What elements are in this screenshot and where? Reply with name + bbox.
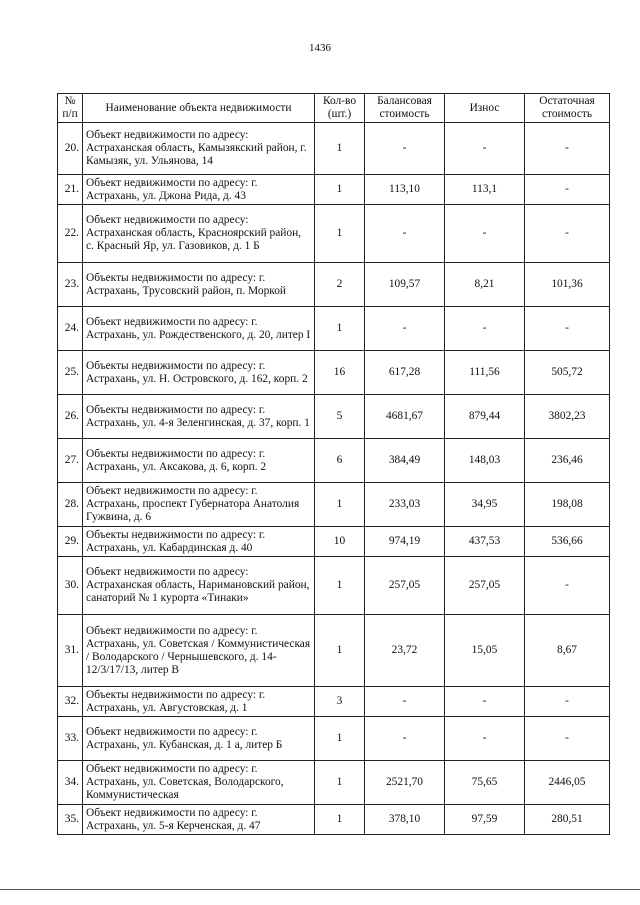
table-row (58, 263, 610, 307)
row-balance-value: 23,72 (365, 615, 445, 687)
row-quantity: 1 (315, 805, 365, 835)
row-name: Объект недвижимости по адресу: г. Астрахань, ул. 5-я Керченская, д. 47 (83, 805, 315, 835)
row-wear-value: - (445, 717, 525, 761)
row-quantity: 1 (315, 175, 365, 205)
row-quantity: 1 (315, 307, 365, 351)
table-row (58, 615, 610, 687)
row-wear-value: 15,05 (445, 615, 525, 687)
row-number: 29. (58, 527, 83, 557)
row-name: Объект недвижимости по адресу: г. Астрахань, ул. Советская / Коммунистическая / Володарского / Чернышевского, д. 14-12/3/17/13, литер В (83, 615, 315, 687)
row-residual-value: - (525, 557, 610, 615)
row-wear-value: 111,56 (445, 351, 525, 395)
table-header-row (58, 94, 610, 123)
row-wear-value: - (445, 123, 525, 175)
row-quantity: 1 (315, 483, 365, 527)
table-row (58, 205, 610, 263)
table-row (58, 717, 610, 761)
row-residual-value: 3802,23 (525, 395, 610, 439)
row-number: 25. (58, 351, 83, 395)
row-name: Объект недвижимости по адресу: г. Астрахань, ул. Кубанская, д. 1 а, литер Б (83, 717, 315, 761)
row-balance-value: - (365, 123, 445, 175)
row-wear-value: 148,03 (445, 439, 525, 483)
row-residual-value: - (525, 717, 610, 761)
row-number: 30. (58, 557, 83, 615)
table-row (58, 483, 610, 527)
table-row (58, 175, 610, 205)
row-name: Объект недвижимости по адресу: Астраханская область, Наримановский район, санаторий № 1 курорта «Тинаки» (83, 557, 315, 615)
header-num: № п/п (58, 94, 83, 123)
row-residual-value: 536,66 (525, 527, 610, 557)
row-wear-value: 97,59 (445, 805, 525, 835)
row-number: 33. (58, 717, 83, 761)
row-balance-value: 257,05 (365, 557, 445, 615)
row-name: Объект недвижимости по адресу: г. Астрахань, ул. Джона Рида, д. 43 (83, 175, 315, 205)
row-number: 22. (58, 205, 83, 263)
table-row (58, 557, 610, 615)
row-name: Объект недвижимости по адресу: г. Астрахань, ул. Советская, Володарского, Коммунистическая (83, 761, 315, 805)
row-residual-value: - (525, 205, 610, 263)
table-row (58, 351, 610, 395)
row-balance-value: - (365, 717, 445, 761)
row-number: 27. (58, 439, 83, 483)
row-wear-value: 75,65 (445, 761, 525, 805)
row-name: Объект недвижимости по адресу: Астраханская область, Красноярский район, с. Красный Яр, ул. Газовиков, д. 1 Б (83, 205, 315, 263)
row-name: Объект недвижимости по адресу: Астраханская область, Камызякский район, г. Камызяк, ул. Ульянова, 14 (83, 123, 315, 175)
row-quantity: 2 (315, 263, 365, 307)
row-name: Объекты недвижимости по адресу: г. Астрахань, ул. Августовская, д. 1 (83, 687, 315, 717)
row-quantity: 1 (315, 615, 365, 687)
row-balance-value: - (365, 687, 445, 717)
row-name: Объекты недвижимости по адресу: г. Астрахань, ул. 4-я Зеленгинская, д. 37, корп. 1 (83, 395, 315, 439)
row-balance-value: 113,10 (365, 175, 445, 205)
row-balance-value: - (365, 205, 445, 263)
row-quantity: 5 (315, 395, 365, 439)
header-residual: Остаточная стоимость (525, 94, 610, 123)
row-number: 32. (58, 687, 83, 717)
row-balance-value: 233,03 (365, 483, 445, 527)
page-number: 1436 (309, 42, 331, 54)
row-number: 24. (58, 307, 83, 351)
row-balance-value: 2521,70 (365, 761, 445, 805)
row-residual-value: 101,36 (525, 263, 610, 307)
row-wear-value: - (445, 205, 525, 263)
row-quantity: 1 (315, 123, 365, 175)
row-quantity: 1 (315, 557, 365, 615)
row-residual-value: 2446,05 (525, 761, 610, 805)
row-wear-value: 113,1 (445, 175, 525, 205)
row-wear-value: 34,95 (445, 483, 525, 527)
row-number: 31. (58, 615, 83, 687)
row-name: Объекты недвижимости по адресу: г. Астрахань, Трусовский район, п. Моркой (83, 263, 315, 307)
row-balance-value: 4681,67 (365, 395, 445, 439)
header-wear: Износ (445, 94, 525, 123)
row-name: Объект недвижимости по адресу: г. Астрахань, проспект Губернатора Анатолия Гужвина, д. 6 (83, 483, 315, 527)
row-quantity: 3 (315, 687, 365, 717)
row-balance-value: 378,10 (365, 805, 445, 835)
table-row (58, 761, 610, 805)
table-row (58, 687, 610, 717)
row-quantity: 10 (315, 527, 365, 557)
row-residual-value: - (525, 307, 610, 351)
row-quantity: 6 (315, 439, 365, 483)
row-quantity: 1 (315, 717, 365, 761)
row-residual-value: 236,46 (525, 439, 610, 483)
row-wear-value: 879,44 (445, 395, 525, 439)
row-quantity: 1 (315, 205, 365, 263)
row-residual-value: - (525, 175, 610, 205)
row-number: 26. (58, 395, 83, 439)
row-quantity: 16 (315, 351, 365, 395)
row-balance-value: 109,57 (365, 263, 445, 307)
table-row (58, 805, 610, 835)
row-balance-value: 617,28 (365, 351, 445, 395)
row-quantity: 1 (315, 761, 365, 805)
header-qty: Кол-во (шт.) (315, 94, 365, 123)
row-residual-value: 198,08 (525, 483, 610, 527)
row-name: Объект недвижимости по адресу: г. Астрахань, ул. Рождественского, д. 20, литер I (83, 307, 315, 351)
row-wear-value: 257,05 (445, 557, 525, 615)
table-row (58, 439, 610, 483)
bottom-rule (0, 889, 640, 890)
row-balance-value: - (365, 307, 445, 351)
row-residual-value: - (525, 123, 610, 175)
row-number: 28. (58, 483, 83, 527)
row-residual-value: 8,67 (525, 615, 610, 687)
row-number: 21. (58, 175, 83, 205)
row-name: Объекты недвижимости по адресу: г. Астрахань, ул. Н. Островского, д. 162, корп. 2 (83, 351, 315, 395)
row-residual-value: - (525, 687, 610, 717)
row-number: 23. (58, 263, 83, 307)
table-row (58, 123, 610, 175)
row-name: Объекты недвижимости по адресу: г. Астрахань, ул. Кабардинская д. 40 (83, 527, 315, 557)
table-row (58, 395, 610, 439)
table-row (58, 527, 610, 557)
table-row (58, 307, 610, 351)
row-residual-value: 505,72 (525, 351, 610, 395)
row-balance-value: 974,19 (365, 527, 445, 557)
row-residual-value: 280,51 (525, 805, 610, 835)
row-wear-value: 437,53 (445, 527, 525, 557)
row-number: 34. (58, 761, 83, 805)
row-name: Объекты недвижимости по адресу: г. Астрахань, ул. Аксакова, д. 6, корп. 2 (83, 439, 315, 483)
property-table (57, 93, 610, 835)
header-balance: Балансовая стоимость (365, 94, 445, 123)
row-balance-value: 384,49 (365, 439, 445, 483)
row-wear-value: 8,21 (445, 263, 525, 307)
row-wear-value: - (445, 307, 525, 351)
header-name: Наименование объекта недвижимости (83, 94, 315, 123)
row-wear-value: - (445, 687, 525, 717)
row-number: 35. (58, 805, 83, 835)
row-number: 20. (58, 123, 83, 175)
